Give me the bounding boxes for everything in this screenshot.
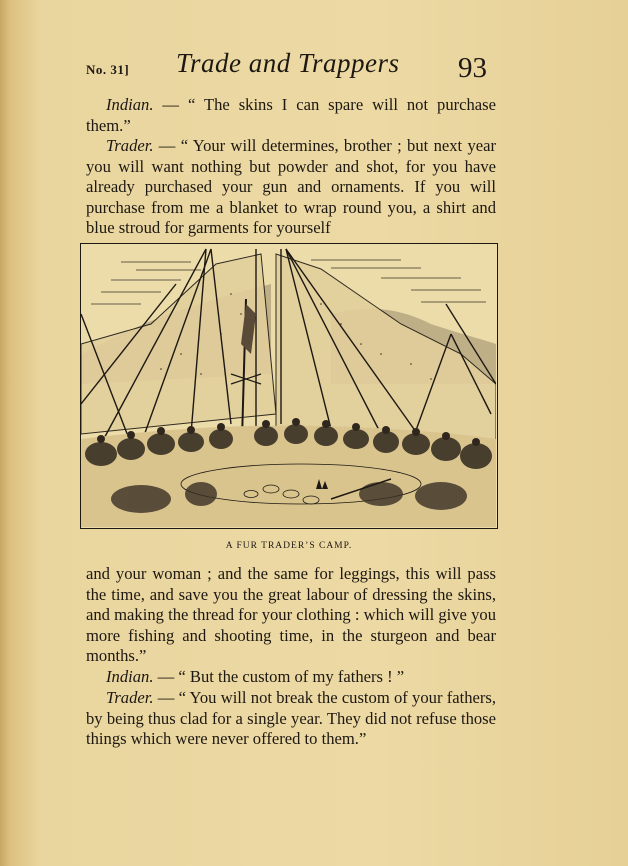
paragraph-text: — “ Your will determines, brother ; but next year you will want nothing but powder and shot, for you have already purchased your gun and ornaments. If you will purchase from me a blanket to wrap round you, a shirt and blue stroud for garments for yourself [86, 136, 496, 238]
speaker-label: Indian. [106, 667, 154, 686]
engraving-fur-traders-camp [80, 243, 498, 529]
paragraph-text: — “ You will not break the custom of your fathers, by being thus clad for a single year. They did not refuse those things which were never offered to them.” [86, 688, 496, 749]
figure-caption: A FUR TRADER’S CAMP. [225, 541, 353, 551]
paragraph-trader-1-continued [86, 564, 496, 667]
speaker-label: Trader. [106, 688, 154, 707]
speaker-label: Trader. [106, 136, 154, 155]
paragraph-trader-1 [86, 136, 496, 239]
running-title: Trade and Trappers [176, 48, 400, 78]
running-header [86, 48, 486, 88]
paragraph-indian-2 [86, 667, 496, 688]
paragraph-indian-1 [86, 95, 496, 136]
series-number: No. 31] [86, 62, 130, 77]
paragraph-text: — “ The skins I can spare will not purchase them.” [86, 95, 496, 135]
engraving-illustration [81, 244, 496, 527]
speaker-label: Indian. [106, 95, 154, 114]
paragraph-text: and your woman ; and the same for leggings, this will pass the time, and save you the great labour of dressing the skins, and making the thread for your clothing : which will give you more fishing and shooting time, in the sturgeon and bear months.” [86, 564, 496, 666]
paragraph-text: — “ But the custom of my fathers ! ” [153, 667, 405, 686]
page-number: 93 [458, 52, 487, 84]
paragraph-trader-2 [86, 688, 496, 750]
